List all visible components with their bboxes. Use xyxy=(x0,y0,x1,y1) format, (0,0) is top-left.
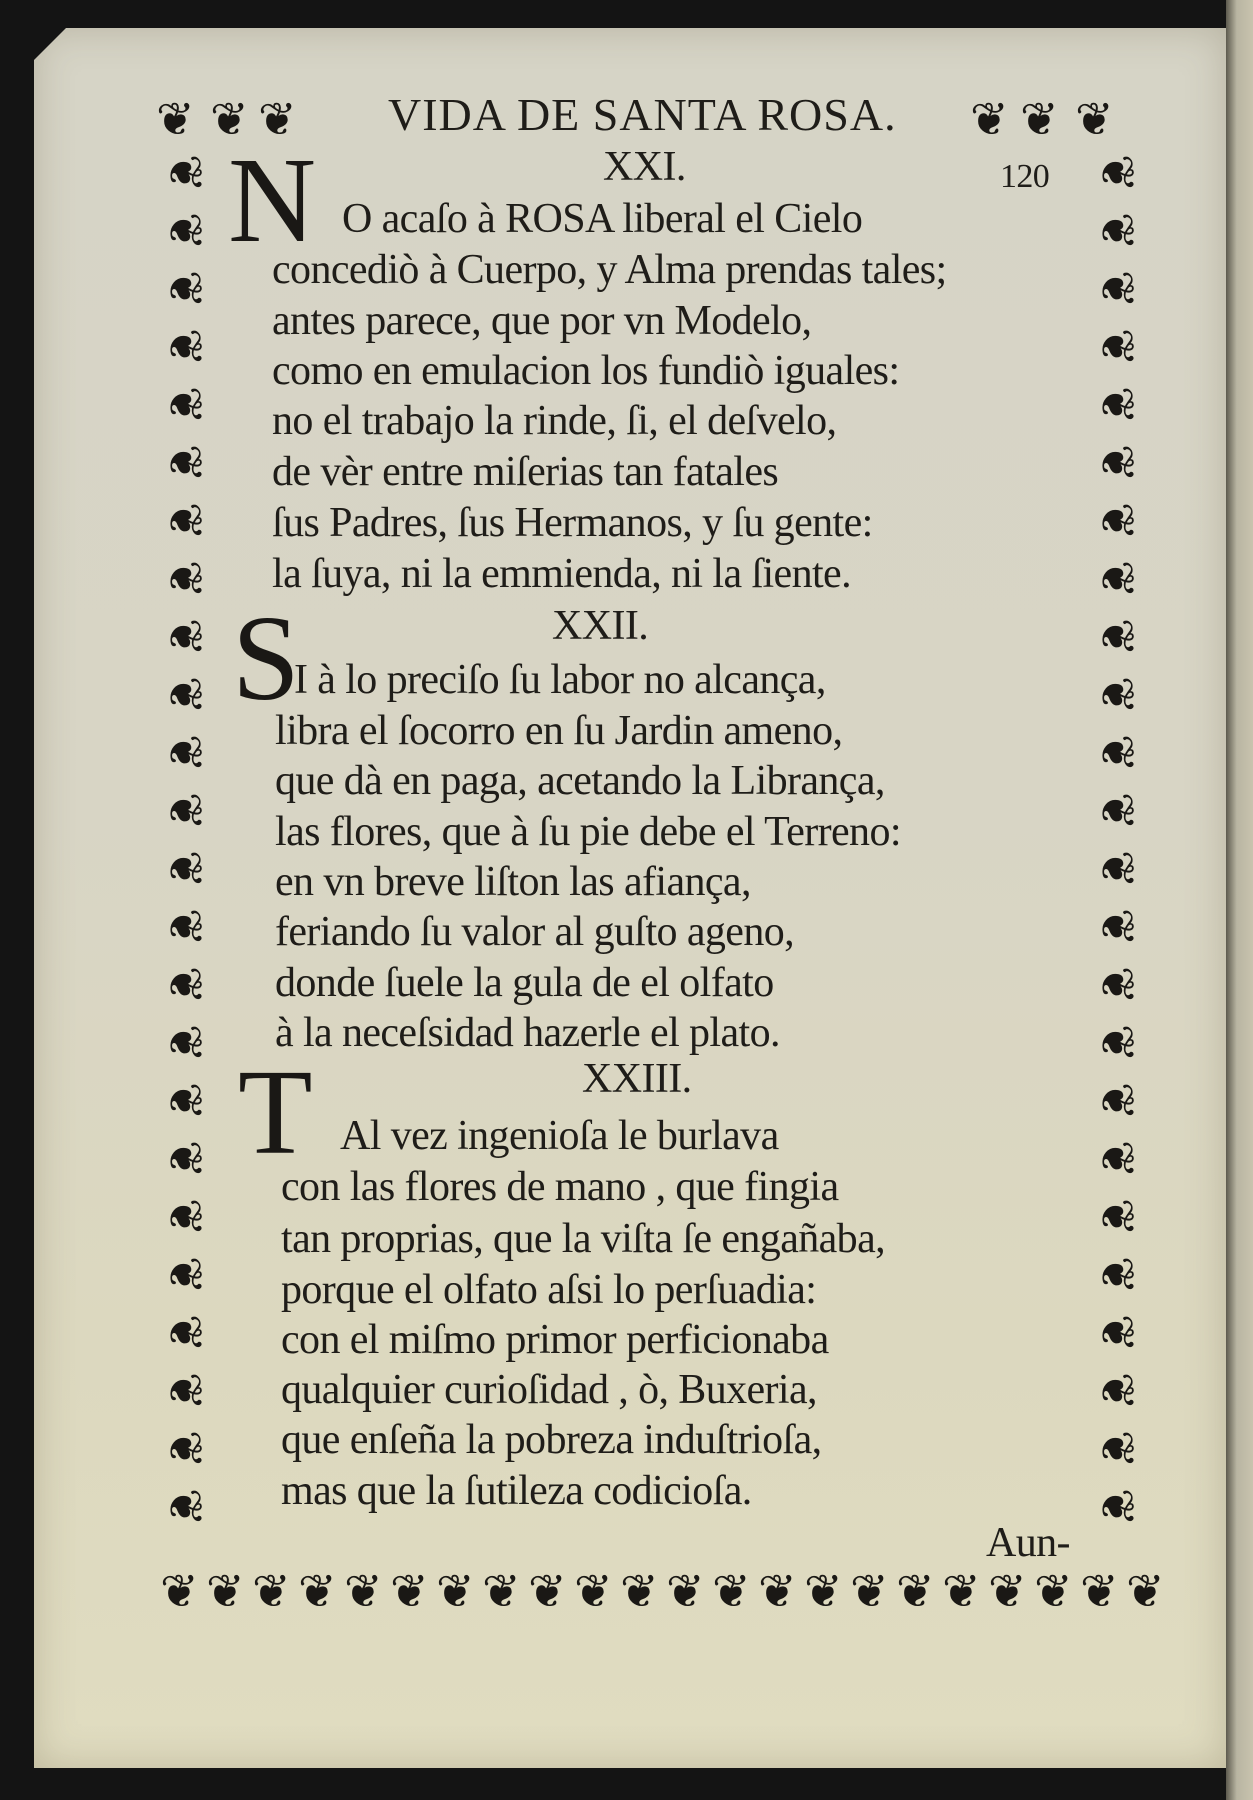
verse-line: con las flores de mano , que fingia xyxy=(281,1164,839,1210)
fleuron-ornament-icon: ❦ xyxy=(158,849,213,889)
fleuron-ornament-icon: ❦ xyxy=(158,675,213,715)
fleuron-ornament-icon: ❦ xyxy=(666,1564,705,1618)
running-title: VIDA DE SANTA ROSA. xyxy=(388,89,897,140)
fleuron-ornament-icon: ❦ xyxy=(988,1564,1027,1618)
fleuron-ornament-icon: ❦ xyxy=(158,617,213,657)
fleuron-ornament-icon: ❦ xyxy=(970,92,1009,146)
fleuron-ornament-icon: ❦ xyxy=(1090,1429,1145,1469)
stanza-numeral: XXI. xyxy=(603,144,686,190)
drop-cap: S xyxy=(232,591,300,726)
fleuron-ornament-icon: ❦ xyxy=(1090,501,1145,541)
verse-line: qualquier curioſidad , ò, Buxeria, xyxy=(281,1367,817,1413)
fleuron-ornament-icon: ❦ xyxy=(158,1487,213,1527)
fleuron-ornament-icon: ❦ xyxy=(1090,443,1145,483)
fleuron-ornament-icon: ❦ xyxy=(1090,1197,1145,1237)
fleuron-ornament-icon: ❦ xyxy=(158,559,213,599)
fleuron-ornament-icon: ❦ xyxy=(156,92,195,146)
fleuron-ornament-icon: ❦ xyxy=(712,1564,751,1618)
page-number: 120 xyxy=(1000,158,1050,195)
fleuron-ornament-icon: ❦ xyxy=(158,1139,213,1179)
verse-line: que enſeña la pobreza induſtrioſa, xyxy=(281,1417,822,1463)
fleuron-ornament-icon: ❦ xyxy=(158,1255,213,1295)
verse-line: de vèr entre miſerias tan fatales xyxy=(272,449,779,495)
fleuron-ornament-icon: ❦ xyxy=(1090,733,1145,773)
verse-line: que dà en paga, acetando la Librança, xyxy=(275,758,885,804)
fleuron-ornament-icon: ❦ xyxy=(1090,965,1145,1005)
fleuron-ornament-icon: ❦ xyxy=(158,1313,213,1353)
fleuron-ornament-icon: ❦ xyxy=(1090,1139,1145,1179)
fleuron-ornament-icon: ❦ xyxy=(158,791,213,831)
fleuron-ornament-icon: ❦ xyxy=(158,501,213,541)
fleuron-ornament-icon: ❦ xyxy=(158,965,213,1005)
fleuron-ornament-icon: ❦ xyxy=(1090,269,1145,309)
stanza-numeral: XXII. xyxy=(552,603,649,649)
fleuron-ornament-icon: ❦ xyxy=(252,1564,291,1618)
fleuron-ornament-icon: ❦ xyxy=(1090,153,1145,193)
catchword: Aun- xyxy=(986,1520,1070,1566)
fleuron-ornament-icon: ❦ xyxy=(1075,92,1114,146)
fleuron-ornament-icon: ❦ xyxy=(1090,385,1145,425)
fleuron-ornament-icon: ❦ xyxy=(1090,849,1145,889)
fleuron-ornament-icon: ❦ xyxy=(1034,1564,1073,1618)
fleuron-ornament-icon: ❦ xyxy=(1090,675,1145,715)
fleuron-ornament-icon: ❦ xyxy=(298,1564,337,1618)
fleuron-ornament-icon: ❦ xyxy=(1020,92,1059,146)
fleuron-ornament-icon: ❦ xyxy=(390,1564,429,1618)
verse-line: donde ſuele la gula de el olfato xyxy=(275,960,774,1006)
fleuron-ornament-icon: ❦ xyxy=(482,1564,521,1618)
drop-cap: N xyxy=(228,133,317,268)
fleuron-ornament-icon: ❦ xyxy=(344,1564,383,1618)
verse-line: tan proprias, que la viſta ſe engañaba, xyxy=(281,1216,886,1262)
fleuron-ornament-icon: ❦ xyxy=(528,1564,567,1618)
verse-line: no el trabajo la rinde, ſi, el deſvelo, xyxy=(272,398,837,444)
verse-line: porque el olfato aſsi lo perſuadia: xyxy=(281,1267,817,1313)
fleuron-ornament-icon: ❦ xyxy=(1090,1081,1145,1121)
verse-line: concediò à Cuerpo, y Alma prendas tales; xyxy=(272,247,947,293)
verse-line: O acaſo à ROSA liberal el Cielo xyxy=(342,196,863,242)
fleuron-ornament-icon: ❦ xyxy=(896,1564,935,1618)
verse-line: en vn breve liſton las afiança, xyxy=(275,859,751,905)
fleuron-ornament-icon: ❦ xyxy=(158,1197,213,1237)
fleuron-ornament-icon: ❦ xyxy=(160,1564,199,1618)
fleuron-ornament-icon: ❦ xyxy=(258,92,297,146)
fleuron-ornament-icon: ❦ xyxy=(158,907,213,947)
fleuron-ornament-icon: ❦ xyxy=(158,1371,213,1411)
fleuron-ornament-icon: ❦ xyxy=(158,211,213,251)
verse-line: la ſuya, ni la emmienda, ni la ſiente. xyxy=(272,551,852,597)
fleuron-ornament-icon: ❦ xyxy=(804,1564,843,1618)
verse-line: mas que la ſutileza codicioſa. xyxy=(281,1468,752,1514)
fleuron-ornament-icon: ❦ xyxy=(1090,559,1145,599)
fleuron-ornament-icon: ❦ xyxy=(210,92,249,146)
fleuron-ornament-icon: ❦ xyxy=(574,1564,613,1618)
fleuron-ornament-icon: ❦ xyxy=(1090,1487,1145,1527)
fleuron-ornament-icon: ❦ xyxy=(758,1564,797,1618)
fleuron-ornament-icon: ❦ xyxy=(158,733,213,773)
fleuron-ornament-icon: ❦ xyxy=(158,1023,213,1063)
fleuron-ornament-icon: ❦ xyxy=(158,1081,213,1121)
verse-line: feriando ſu valor al guſto ageno, xyxy=(275,909,795,955)
verse-line: antes parece, que por vn Modelo, xyxy=(272,298,812,344)
verse-line: como en emulacion los fundiò iguales: xyxy=(272,348,900,394)
fleuron-ornament-icon: ❦ xyxy=(158,385,213,425)
fleuron-ornament-icon: ❦ xyxy=(850,1564,889,1618)
fleuron-ornament-icon: ❦ xyxy=(942,1564,981,1618)
fleuron-ornament-icon: ❦ xyxy=(1090,211,1145,251)
fleuron-ornament-icon: ❦ xyxy=(1090,617,1145,657)
stanza-numeral: XXIII. xyxy=(582,1056,692,1102)
fleuron-ornament-icon: ❦ xyxy=(1080,1564,1119,1618)
folded-corner xyxy=(34,28,66,60)
fleuron-ornament-icon: ❦ xyxy=(206,1564,245,1618)
verse-line: libra el ſocorro en ſu Jardin ameno, xyxy=(275,708,843,754)
verse-line: Al vez ingenioſa le burlava xyxy=(340,1113,779,1159)
fleuron-ornament-icon: ❦ xyxy=(436,1564,475,1618)
fleuron-ornament-icon: ❦ xyxy=(158,443,213,483)
fleuron-ornament-icon: ❦ xyxy=(1090,1255,1145,1295)
fleuron-ornament-icon: ❦ xyxy=(158,1429,213,1469)
fleuron-ornament-icon: ❦ xyxy=(1090,907,1145,947)
fleuron-ornament-icon: ❦ xyxy=(158,153,213,193)
fleuron-ornament-icon: ❦ xyxy=(1090,1313,1145,1353)
fleuron-ornament-icon: ❦ xyxy=(1090,327,1145,367)
fleuron-ornament-icon: ❦ xyxy=(158,269,213,309)
fleuron-ornament-icon: ❦ xyxy=(620,1564,659,1618)
verse-line: à la neceſsidad hazerle el plato. xyxy=(275,1010,780,1056)
verse-line: I à lo preciſo ſu labor no alcança, xyxy=(294,657,826,703)
fleuron-ornament-icon: ❦ xyxy=(1090,791,1145,831)
drop-cap: T xyxy=(238,1045,313,1180)
verse-line: con el miſmo primor perficionaba xyxy=(281,1317,829,1363)
verse-line: las flores, que à ſu pie debe el Terreno: xyxy=(275,809,901,855)
verse-line: ſus Padres, ſus Hermanos, y ſu gente: xyxy=(272,500,873,546)
fleuron-ornament-icon: ❦ xyxy=(1126,1564,1165,1618)
adjacent-page-edge xyxy=(1226,0,1253,1800)
fleuron-ornament-icon: ❦ xyxy=(158,327,213,367)
fleuron-ornament-icon: ❦ xyxy=(1090,1371,1145,1411)
fleuron-ornament-icon: ❦ xyxy=(1090,1023,1145,1063)
